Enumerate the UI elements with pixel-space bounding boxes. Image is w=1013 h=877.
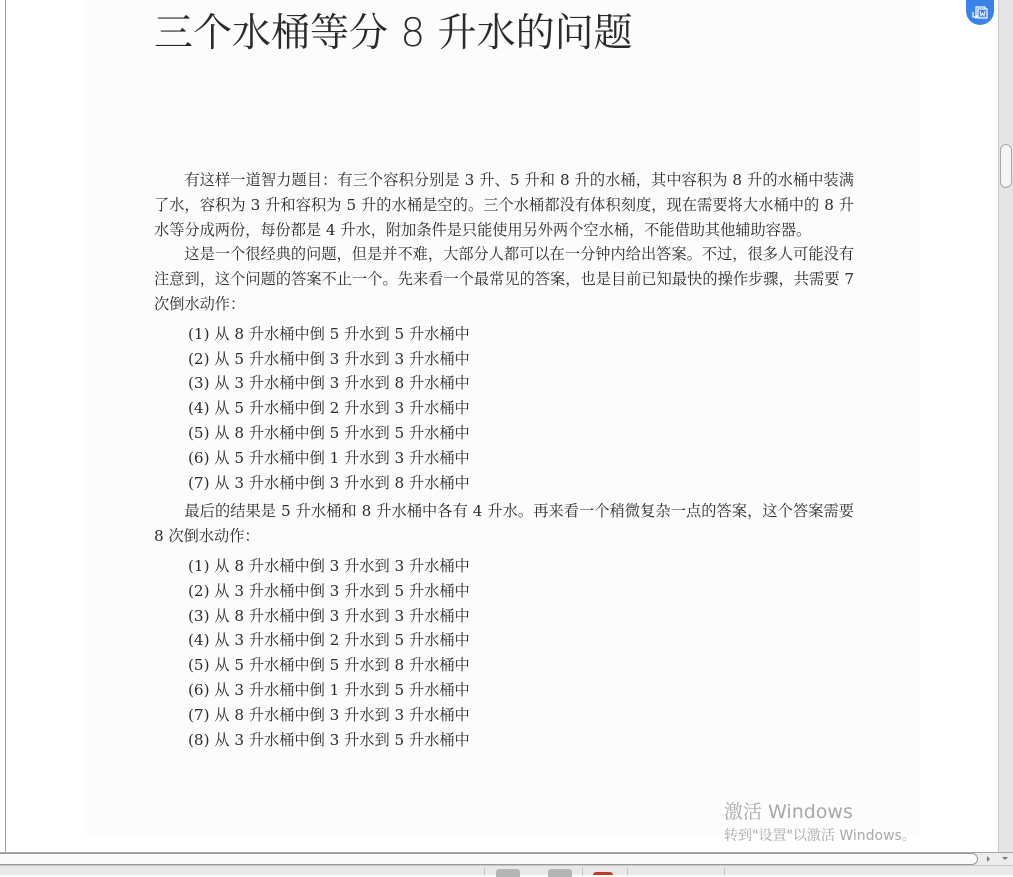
step-item: (2) 从 5 升水桶中倒 3 升水到 3 升水桶中 <box>188 349 470 368</box>
step-item: (7) 从 8 升水桶中倒 3 升水到 3 升水桶中 <box>188 705 470 724</box>
step-item: (4) 从 3 升水桶中倒 2 升水到 5 升水桶中 <box>188 631 470 650</box>
windows-activation-watermark <box>724 799 916 847</box>
solution-7-steps-list <box>188 322 854 496</box>
step-item: (5) 从 8 升水桶中倒 5 升水到 5 升水桶中 <box>188 423 470 442</box>
paragraph-result: 最后的结果是 5 升水桶和 8 升水桶中各有 4 升水。再来看一个稍微复杂一点的答案，这个答案需要 8 次倒水动作： <box>154 502 854 546</box>
horizontal-scrollbar-thumb[interactable] <box>0 853 978 865</box>
step-item: (1) 从 8 升水桶中倒 5 升水到 5 升水桶中 <box>188 324 470 343</box>
horizontal-scrollbar[interactable] <box>0 852 1013 865</box>
vertical-scrollbar[interactable] <box>998 0 1013 852</box>
taskbar-app-button[interactable] <box>496 869 520 877</box>
step-item: (3) 从 8 升水桶中倒 3 升水到 3 升水桶中 <box>188 606 470 625</box>
step-item: (2) 从 3 升水桶中倒 3 升水到 5 升水桶中 <box>188 581 470 600</box>
viewport-left-border <box>5 0 6 852</box>
dropdown-arrow-icon[interactable] <box>1002 857 1008 860</box>
document-body <box>154 168 854 756</box>
watermark-title: 激活 Windows <box>724 801 853 823</box>
step-item: (7) 从 3 升水桶中倒 3 升水到 8 升水桶中 <box>188 473 470 492</box>
paragraph-intro: 有这样一道智力题目：有三个容积分别是 3 升、5 升和 8 升的水桶，其中容积为 8 升的水桶中装满了水，容积为 3 升和容积为 5 升的水桶是空的。三个水桶都没有体积刻度，现在需要将大水桶中的 8 升水等分成两份，每份都是 4 升水，附加条件是只能使用另外两个空水桶，不能借助其他辅助容器。 <box>154 171 854 239</box>
vertical-scrollbar-thumb[interactable] <box>1000 144 1012 188</box>
watermark-subtitle: 转到"设置"以激活 Windows。 <box>724 828 916 844</box>
document-title: 三个水桶等分 8 升水的问题 <box>154 11 633 56</box>
taskbar-strip <box>0 865 1013 875</box>
taskbar-app-button[interactable] <box>548 869 572 877</box>
step-item: (6) 从 5 升水桶中倒 1 升水到 3 升水桶中 <box>188 448 470 467</box>
step-item: (6) 从 3 升水桶中倒 1 升水到 5 升水桶中 <box>188 680 470 699</box>
convert-to-word-button[interactable] <box>966 0 994 25</box>
step-item: (8) 从 3 升水桶中倒 3 升水到 5 升水桶中 <box>188 730 470 749</box>
paragraph-classic: 这是一个很经典的问题，但是并不难，大部分人都可以在一分钟内给出答案。不过，很多人可能没有注意到，这个问题的答案不止一个。先来看一个最常见的答案，也是目前已知最快的操作步骤，共需要 7 次倒水动作： <box>154 245 854 313</box>
step-item: (4) 从 5 升水桶中倒 2 升水到 3 升水桶中 <box>188 399 470 418</box>
convert-to-word-icon <box>971 5 989 21</box>
solution-8-steps-list <box>188 554 854 752</box>
step-item: (1) 从 8 升水桶中倒 3 升水到 3 升水桶中 <box>188 556 470 575</box>
step-item: (3) 从 3 升水桶中倒 3 升水到 8 升水桶中 <box>188 374 470 393</box>
next-page-arrow-icon[interactable] <box>987 856 990 862</box>
step-item: (5) 从 5 升水桶中倒 5 升水到 8 升水桶中 <box>188 656 470 675</box>
